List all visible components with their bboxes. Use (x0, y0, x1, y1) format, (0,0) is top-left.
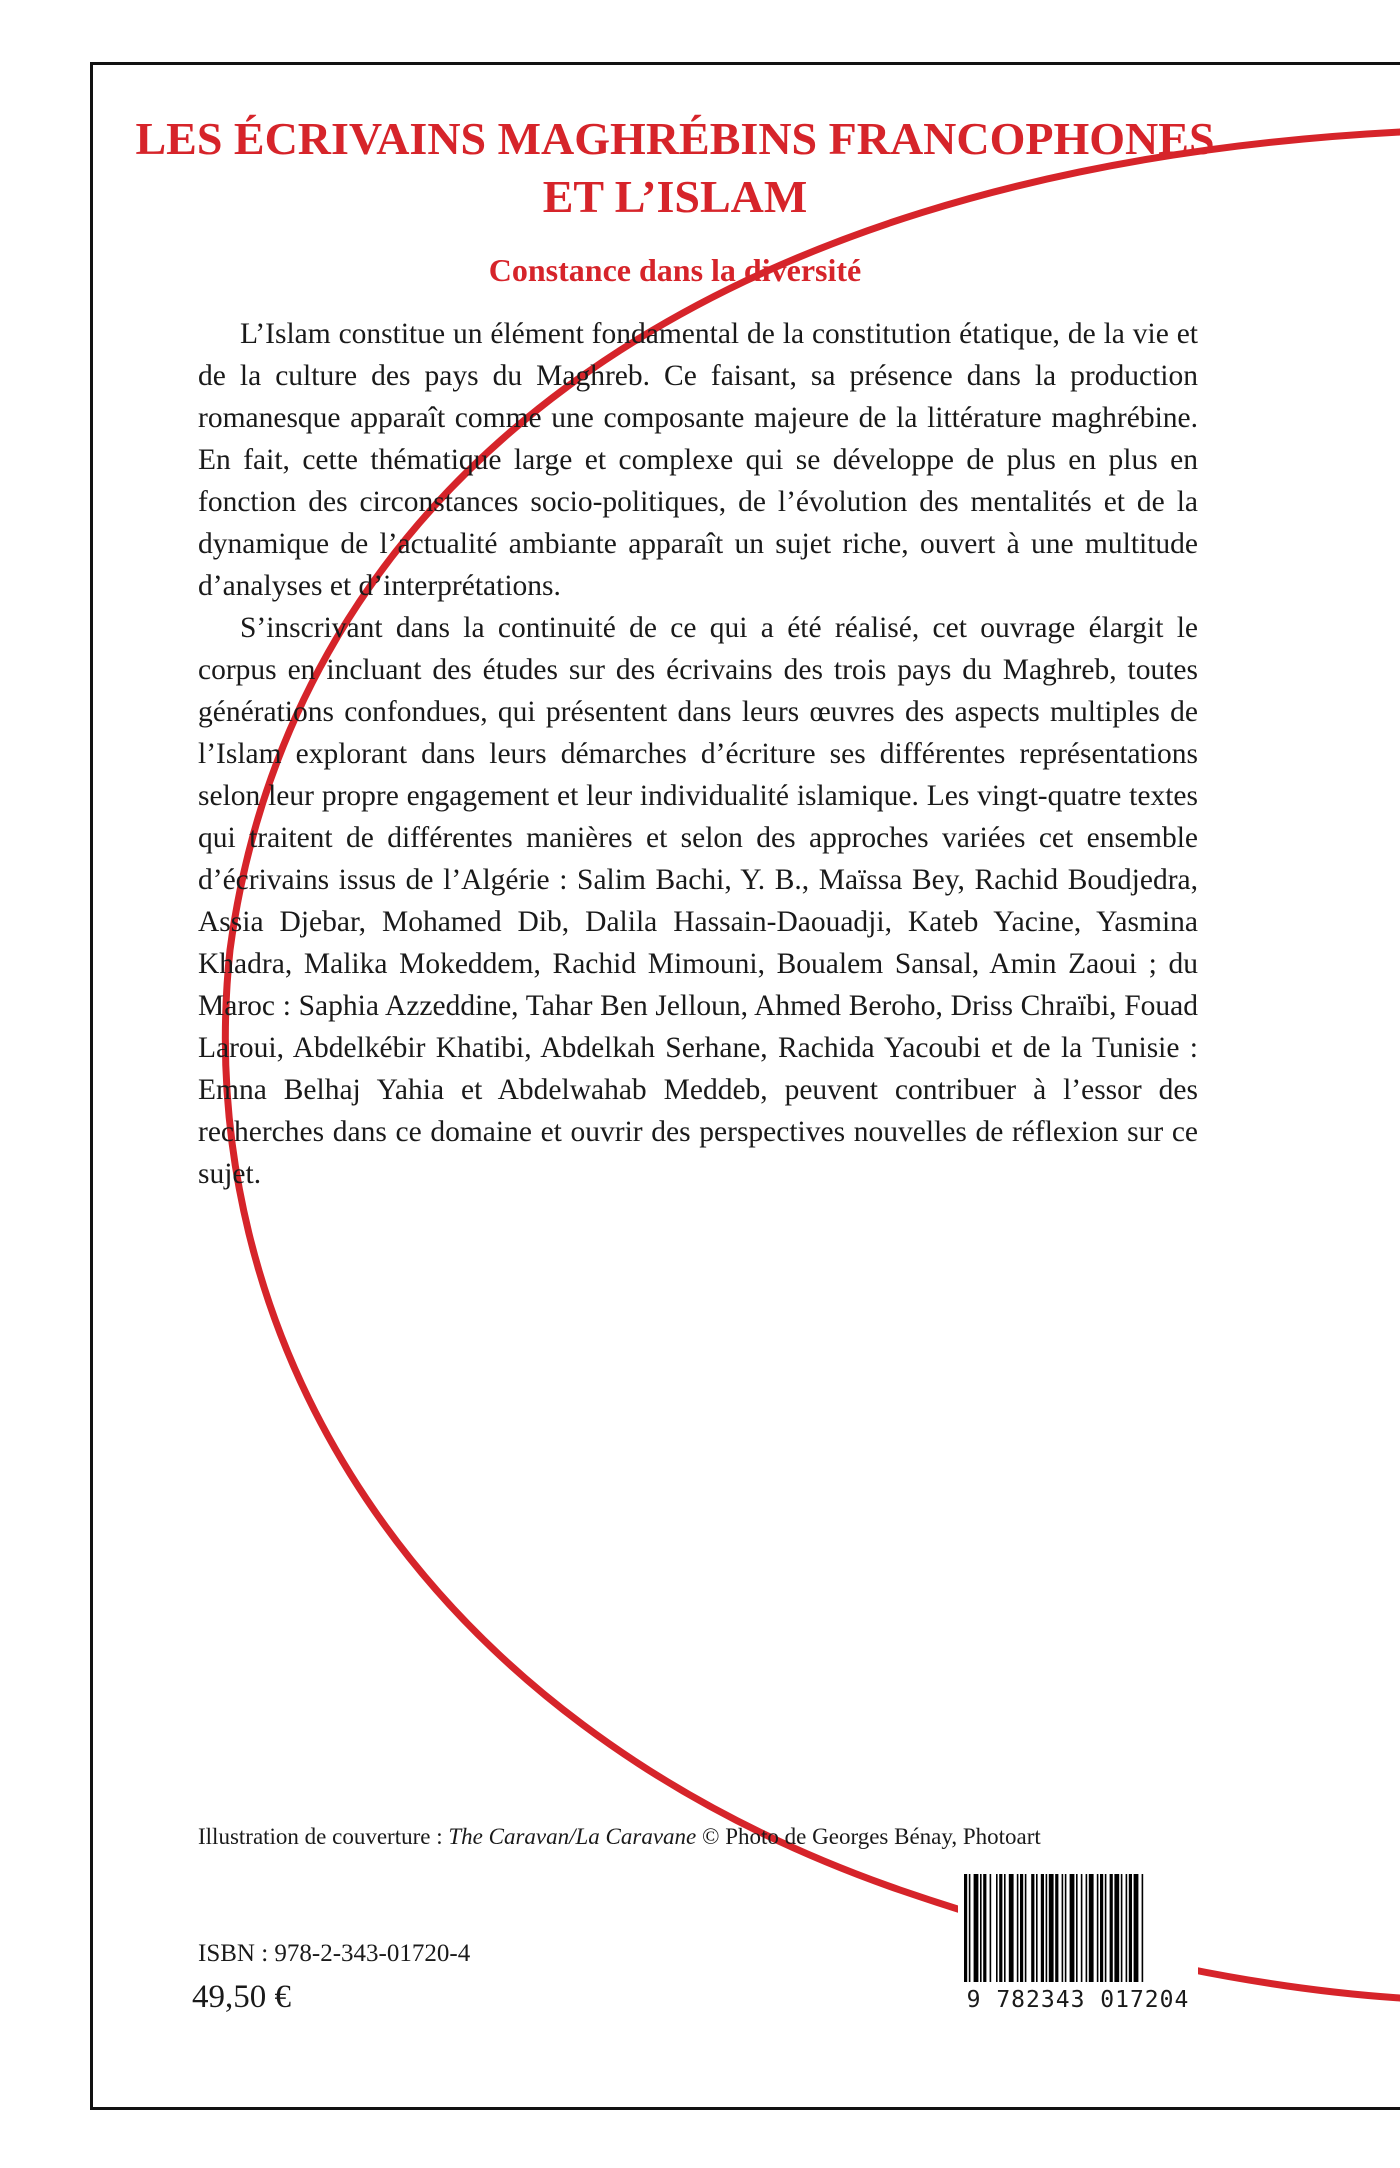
book-title (120, 110, 1230, 226)
blurb-paragraph-2: S’inscrivant dans la continuité de ce qui a été réalisé, cet ouvrage élargit le corpus en incluant des études sur des écrivains des trois pays du Maghreb, toutes générations confondues, qui présentent dans leurs œuvres des aspects multiples de l’Islam explorant dans leurs démarches d’écriture ses différentes représentations selon leur propre engagement et leur individualité islamique. Les vingt-quatre textes qui traitent de différentes manières et selon des approches variées cet ensemble d’écrivains issus de l’Algérie : Salim Bachi, Y. B., Maïssa Bey, Rachid Boudjedra, Assia Djebar, Mohamed Dib, Dalila Hassain-Daouadji, Kateb Yacine, Yasmina Khadra, Malika Mokeddem, Rachid Mimouni, Boualem Sansal, Amin Zaoui ; du Maroc : Saphia Azzeddine, Tahar Ben Jelloun, Ahmed Beroho, Driss Chraïbi, Fouad Laroui, Abdelkébir Khatibi, Abdelkah Serhane, Rachida Yacoubi et de la Tunisie : Emna Belhaj Yahia et Abdelwahab Meddeb, peuvent contribuer à l’essor des recherches dans ce domaine et ouvrir des perspectives nouvelles de réflexion sur ce sujet. (198, 612, 1198, 1190)
credit-prefix: Illustration de couverture : (198, 1824, 449, 1849)
blurb-paragraph-1: L’Islam constitue un élément fondamental de la constitution étatique, de la vie et de la culture des pays du Maghreb. Ce faisant, sa présence dans la production romanesque apparaît comme une composante majeure de la littérature maghrébine. En fait, cette thématique large et complexe qui se développe de plus en plus en fonction des circonstances socio-politiques, de l’évolution des mentalités et de la dynamique de l’actualité ambiante apparaît un sujet riche, ouvert à une multitude d’analyses et d’interprétations. (198, 318, 1198, 602)
price: 49,50 € (192, 1979, 291, 2015)
blurb (198, 313, 1198, 1195)
barcode-icon (958, 1874, 1198, 1984)
cover-illustration-credit (198, 1822, 1248, 1852)
credit-work: The Caravan/La Caravane (448, 1824, 697, 1849)
book-subtitle: Constance dans la diversité (488, 252, 862, 288)
credit-suffix: © Photo de Georges Bénay, Photoart (696, 1824, 1041, 1849)
barcode-digits: 9 782343 017204 (966, 1987, 1190, 2013)
title-line-1: LES ÉCRIVAINS MAGHRÉBINS FRANCOPHONES (135, 113, 1215, 164)
isbn: ISBN : 978-2-343-01720-4 (198, 1940, 471, 1967)
title-line-2: ET L’ISLAM (542, 171, 808, 222)
